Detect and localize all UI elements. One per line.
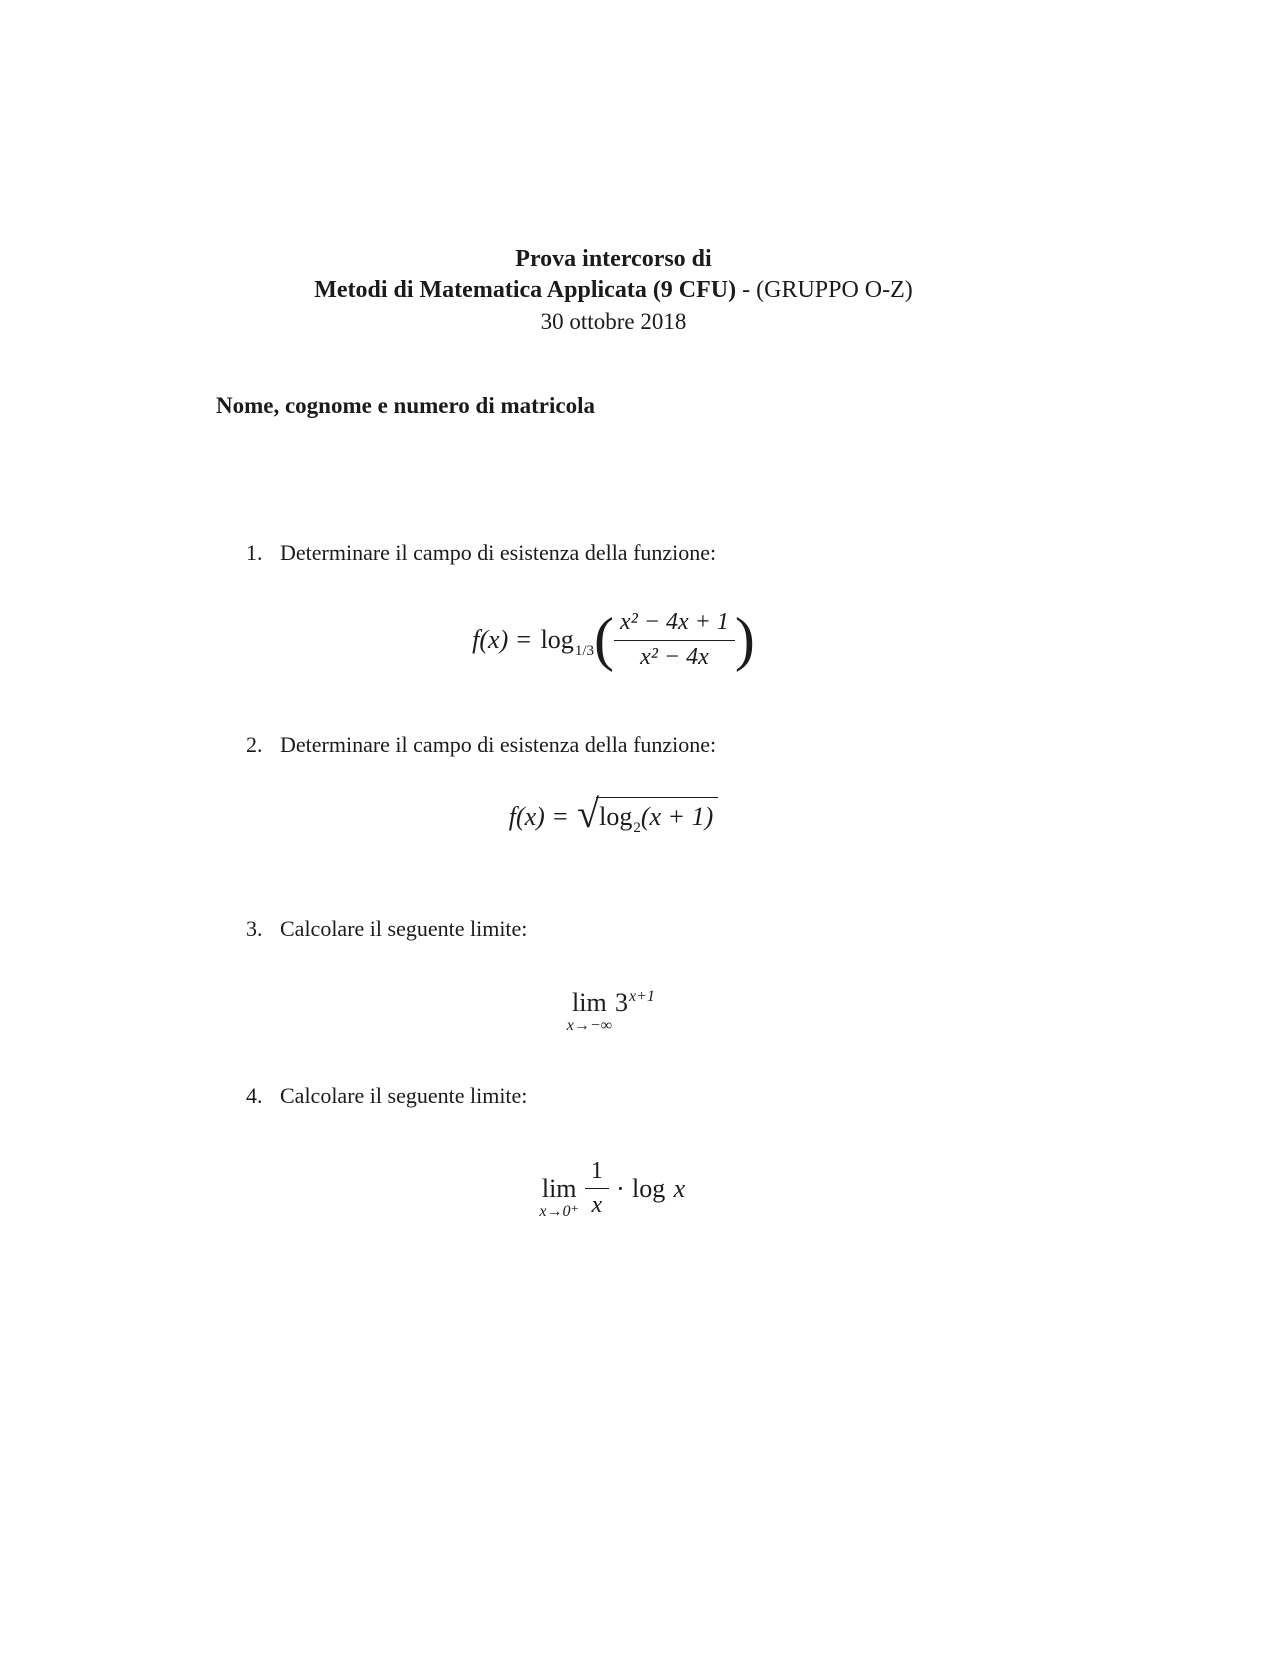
formula-2 [216,791,1011,839]
formula-3 [216,987,1011,1034]
problem-2-number: 2. [246,732,263,758]
log-operator: log [540,625,574,655]
fraction [585,1158,609,1220]
formula-1 [216,606,1011,673]
fraction-numerator: x² − 4x + 1 [614,609,735,641]
name-heading: Nome, cognome e numero di matricola [216,393,595,418]
problem-1-text: Determinare il campo di esistenza della funzione: [280,540,717,565]
power-base: 3 [615,987,629,1017]
right-paren: ) [734,606,755,673]
limit-operator [539,1173,579,1220]
radicand [596,797,718,837]
limit-subscript: x→0⁺ [539,1202,579,1220]
log-variable: x [673,1173,686,1203]
lim-word: lim [572,987,607,1017]
group-label: - (GRUPPO O-Z) [736,277,913,303]
radical-sign: √ [577,791,600,837]
problem-3 [216,915,1011,943]
problem-3-number: 3. [246,915,263,941]
fraction [614,609,735,671]
problem-4 [216,1082,1011,1110]
log-operator: log [599,802,633,832]
exam-date: 30 ottobre 2018 [540,309,687,334]
title-line-2 [216,275,1011,306]
title-line-1: Prova intercorso di [515,246,712,272]
problem-4-number: 4. [246,1082,263,1108]
exam-title-block [216,244,1011,337]
log-base: 1/3 [574,643,594,660]
lim-word: lim [541,1173,577,1203]
formula-1-lhs: f(x) = [472,625,533,655]
power-exponent: x+1 [629,987,655,1005]
square-root [577,791,718,837]
limit-subscript: x→−∞ [566,1016,613,1034]
fraction-denominator: x² − 4x [640,643,709,670]
log-argument: (x + 1) [640,802,714,832]
log-base: 2 [633,820,641,837]
problem-2 [216,731,1011,759]
formula-4 [216,1157,1011,1222]
log-operator: log [632,1173,666,1203]
formula-2-lhs: f(x) = [508,801,569,831]
limit-operator [566,987,613,1034]
content-column [216,0,1011,1222]
problem-2-text: Determinare il campo di esistenza della funzione: [280,732,717,758]
course-name: Metodi di Matematica Applicata (9 CFU) [314,277,737,303]
fraction-numerator: 1 [585,1158,609,1190]
multiplication-dot: · [616,1173,625,1203]
problem-1 [216,539,1011,567]
fraction-denominator: x [591,1192,603,1219]
problem-1-number: 1. [246,540,263,565]
problem-4-text: Calcolare il seguente limite: [280,1082,528,1108]
left-paren: ( [593,606,614,673]
problem-3-text: Calcolare il seguente limite: [280,915,528,941]
